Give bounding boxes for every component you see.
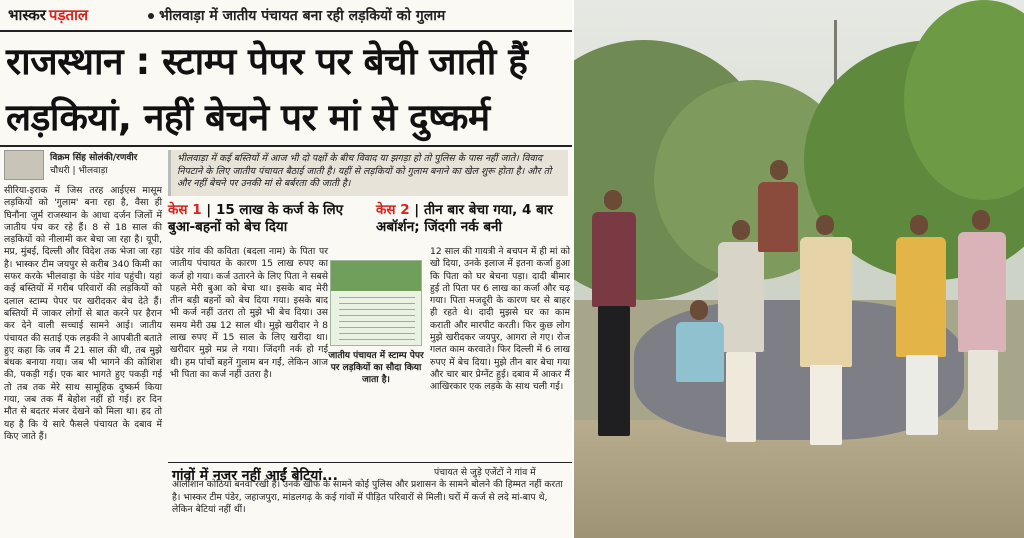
brand-secondary: पड़ताल	[48, 6, 89, 24]
divider	[0, 30, 572, 32]
case2-title: तीन बार बेचा गया, 4 बार अबॉर्शन; जिंदगी नर्क बनी	[376, 202, 553, 235]
brand-primary: भास्कर	[8, 6, 46, 24]
bottom-text: पंचायत से जुड़े एजेंटों ने गांव में आलीशान कोठियां बनवा रखी हैं। उनके खौफ के सामने कोई पुलिस और प्रशासन के सामने बोलने की हिम्मत नहीं करता है। भास्कर टीम पंडेर, जहाजपुरा, मांडलगढ़ के कई गांवों में पीड़ित परिवारों से मिली। घरों में कर्ज से लदे मां-बाप थे, लेकिन बेटियां नहीं थीं।	[172, 467, 563, 515]
case2-tag: केस 2	[376, 202, 410, 218]
bottom-heading: गांवों में नजर नहीं आईं बेटियां...	[172, 468, 338, 484]
brand-logo	[4, 4, 92, 26]
headline-line-1: राजस्थान : स्टाम्प पेपर पर बेची जाती हैं	[6, 40, 528, 83]
lead-column: सीरिया-इराक में जिस तरह आईएस मासूम लड़कियों को 'गुलाम' बना रहा है, वैसा ही घिनौना जुर्म राजस्थान के आधा दर्जन जिलों में जातीय पंच कर रहे हैं। 8 से 18 साल की लड़कियों को नीलामी कर बेचा जा रहा है। यूपी, मप्र, मुंबई, दिल्ली और विदेश तक भेजा जा रहा है। भास्कर टीम जयपुर से करीब 340 किमी का सफर करके भीलवाड़ा के पंडेर गांव पहुंची। यहां कई बस्तियों में गरीब परिवारों की लड़कियों को दलाल स्टाम्प पेपर पर खरीदकर बेच देते हैं। बस्तियों में जाकर लोगों से बात करने पर हैरान कर देने वाली सच्चाई सामने आई। जातीय पंचायत की सताई एक लड़की ने आपबीती बताते हुए कहा कि जब मैं 21 साल की थी, तब मुझे बंधक बनाया गया। जब भी भागने की कोशिश की, पकड़ी गई। एक बार भागते हुए पकड़ी गई तो तब तक मेरे साथ सामूहिक दुष्कर्म किया गया, जब तक मैं बेहोश नहीं हो गई। हर दिन मौत से बदतर मंजर देखने को मिला था। हद तो यह है कि ये सारे फैसले पंचायत के दबाव में किए जाते हैं।	[4, 185, 162, 442]
masthead	[0, 0, 572, 30]
case2-text: 12 साल की गायत्री ने बचपन में ही मां को खो दिया, उनके इलाज में इतना कर्जा हुआ कि पिता को घर बेचना पड़ा। दादी बीमार हुई तो पिता पर 6 लाख का कर्जा और चढ़ गया। पिता मजदूरी के कारण घर से बाहर ही रहते थे। दादी मुझसे घर का काम कराती और मारपीट करती। फिर कुछ लोग मुझे खरीदकर जयपुर, आगरा ले गए। रोज गलत काम करवाते। फिर दिल्ली में 6 लाख रुपए में बेच दिया। मुझे तीन बार बेचा गया और चार बार प्रेग्नेंट हुई। दबाव में आकर मैं आखिरकार एक लड़के के साथ चली गई।	[430, 246, 570, 393]
divider	[0, 145, 572, 147]
image-caption: जातीय पंचायत में स्टाम्प पेपर पर लड़कियों का सौदा किया जाता है।	[328, 351, 424, 385]
case2-heading: केस 2 | तीन बार बेचा गया, 4 बार अबॉर्शन; जिंदगी नर्क बनी	[376, 202, 553, 235]
case1-text: पंडेर गांव की कविता (बदला नाम) के पिता पर जातीय पंचायत के कारण 15 लाख रुपए का कर्ज हो गया। कर्ज उतारने के लिए पिता ने सबसे पहले मेरी बुआ को बेचा था। इसके बाद मेरी तीन बड़ी बहनों को बेच दिया गया। इसके बाद भी कर्ज नहीं उतरा तो मुझे भी बेच दिया। उस समय मेरी उम्र 12 साल थी। मुझे खरीदार ने 8 लाख रुपए में 15 साल के लिए खरीदा था। खरीदार मुझे मप्र ले गया। जिंदगी नर्क हो गई थी। हम पांचों बहनें गुलाम बन गईं, लेकिन आज भी पिता का कर्ज नहीं उतरा है।	[170, 246, 328, 380]
handwritten-lines	[339, 297, 415, 341]
headline-line-2: लड़कियां, नहीं बेचने पर मां से दुष्कर्म	[6, 96, 490, 139]
kicker-line	[148, 6, 445, 25]
village-gathering-photo	[574, 0, 1024, 538]
case1-tag: केस 1	[168, 202, 202, 218]
divider	[168, 462, 572, 463]
case1-heading: केस 1 | 15 लाख के कर्ज के लिए बुआ-बहनों को बेच दिया	[168, 202, 344, 235]
bullet-icon	[148, 13, 154, 19]
kicker-text: भीलवाड़ा में जातीय पंचायत बना रही लड़कियों को गुलाम	[159, 8, 446, 24]
stamp-header-band	[331, 261, 422, 291]
reporter-avatar	[4, 150, 44, 180]
byline-name: विक्रम सिंह सोलंकी/रणवीर	[50, 153, 138, 163]
stamp-paper-image	[330, 260, 422, 346]
intro-box: भीलवाड़ा में कई बस्तियों में आज भी दो पक्षों के बीच विवाद या झगड़ा हो तो पुलिस के पास नहीं जाते। विवाद निपटाने के लिए जातीय पंचायत बैठाई जाती है। यहीं से लड़कियों को गुलाम बनाने का खेल शुरू होता है। और तो और नहीं बेचने पर उनकी मां से बर्बरता की जाती है।	[168, 150, 568, 196]
case1-title: 15 लाख के कर्ज के लिए बुआ-बहनों को बेच दिया	[168, 202, 344, 235]
byline	[50, 152, 160, 178]
byline-place: चौधरी | भीलवाड़ा	[50, 166, 108, 176]
